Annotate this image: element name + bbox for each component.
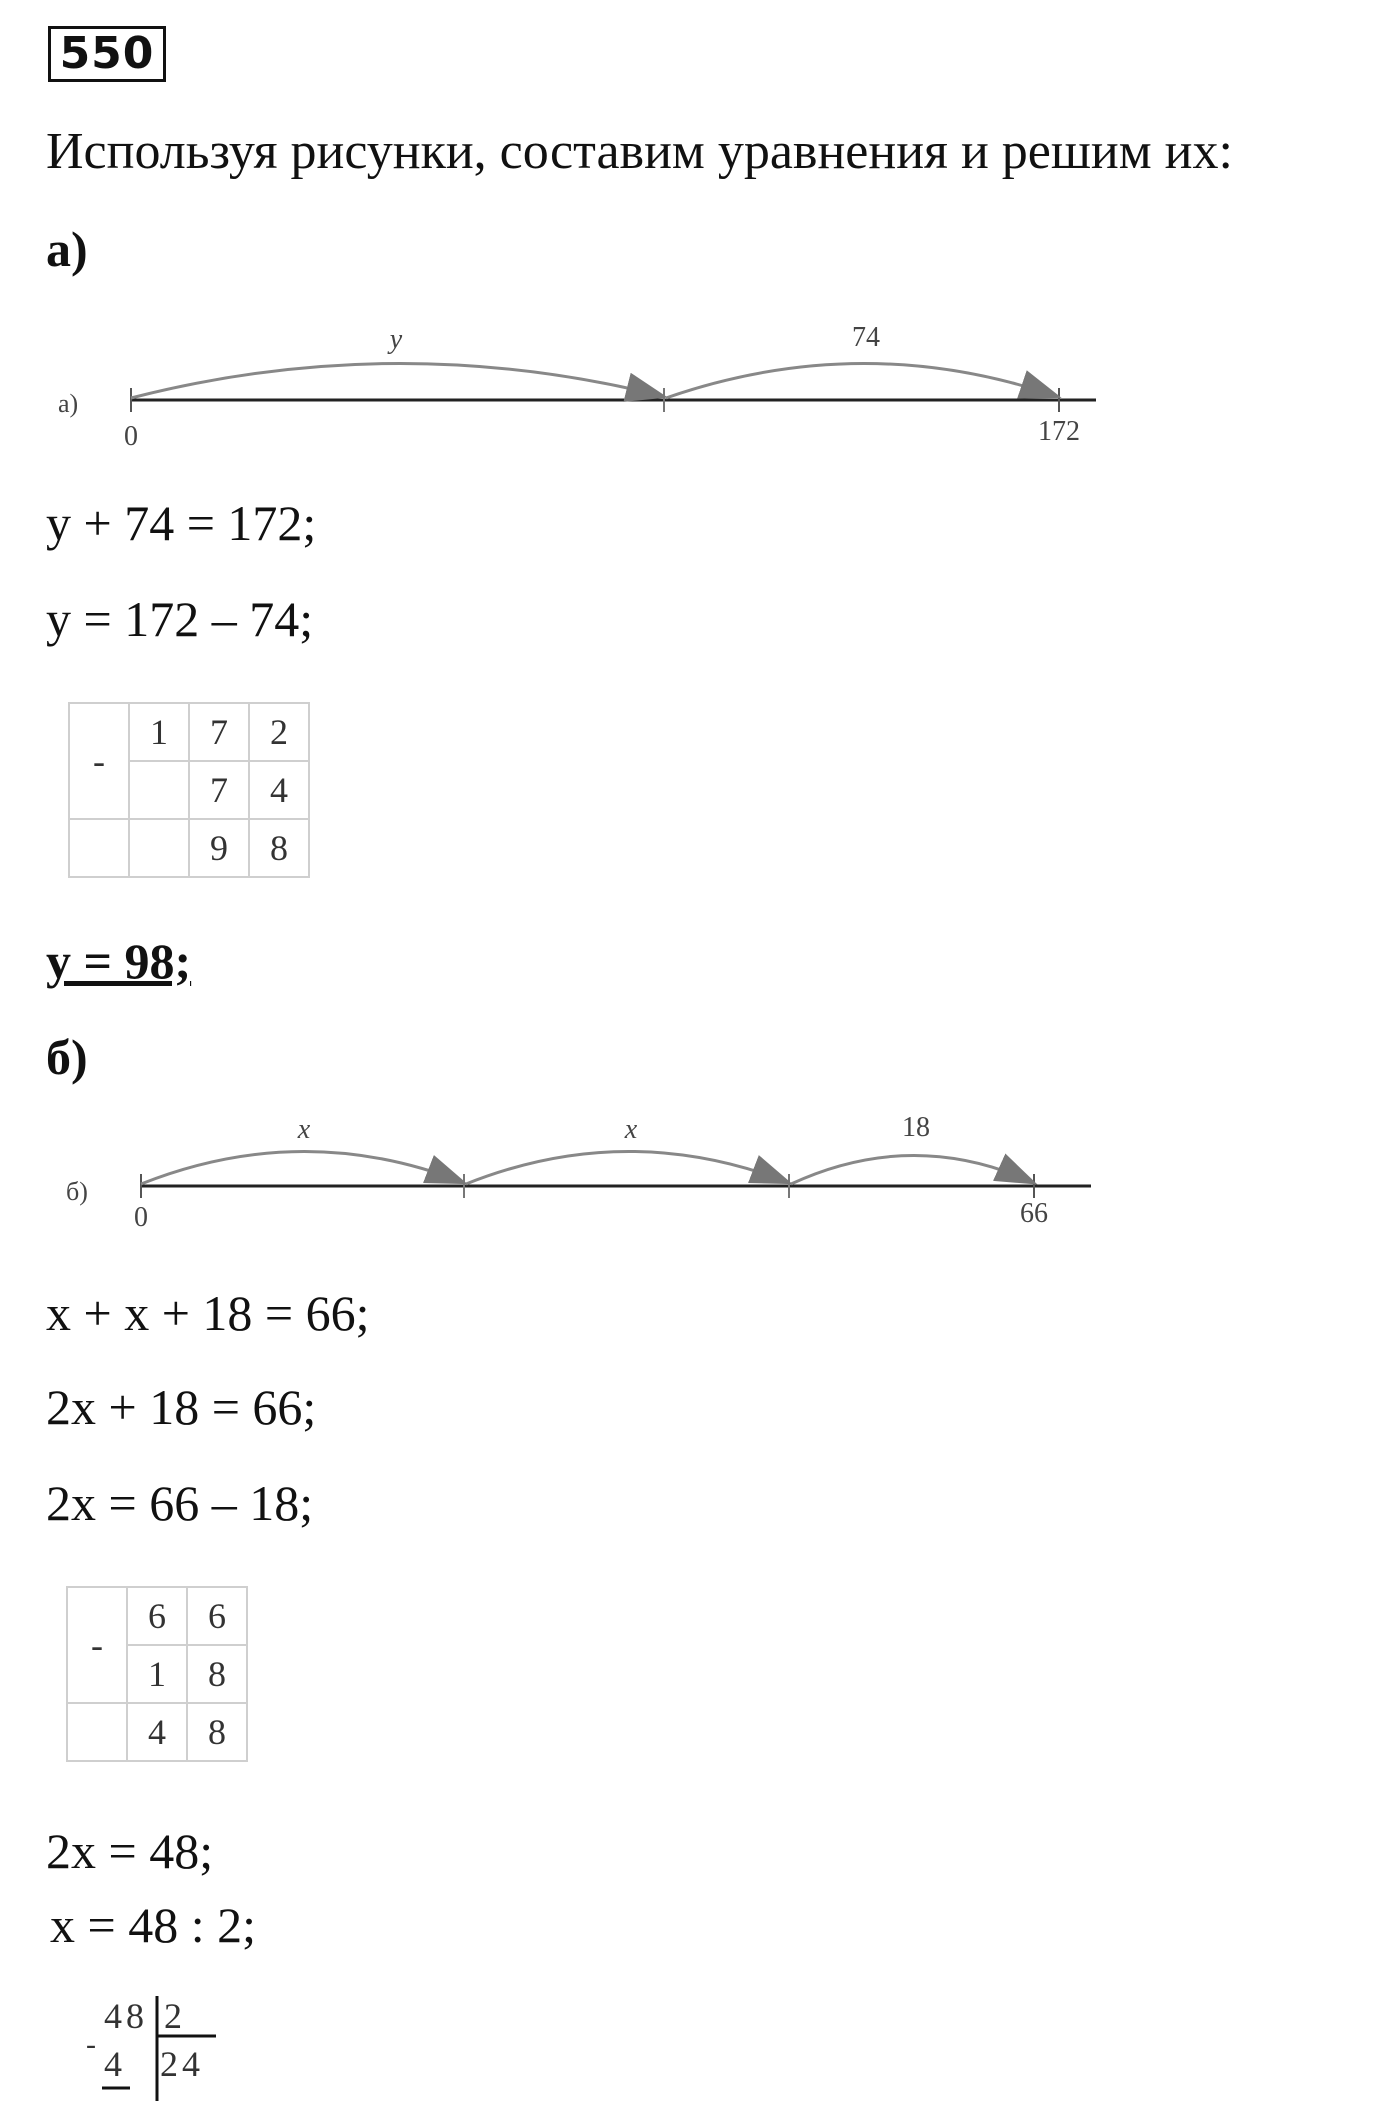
digit: 7 — [189, 761, 249, 819]
number-line-b — [46, 1100, 1136, 1250]
arc-y-label: y — [389, 324, 403, 355]
subtraction-table-a — [68, 702, 310, 878]
arc-74 — [666, 363, 1056, 398]
equation-a-2: y = 172 – 74; — [46, 591, 314, 647]
label-start: 0 — [134, 1202, 148, 1233]
digit: 2 — [249, 703, 309, 761]
empty-cell — [69, 819, 129, 877]
answer-a: y = 98; — [46, 933, 192, 989]
arc-x-1 — [141, 1151, 462, 1184]
label-end: 66 — [1020, 1198, 1048, 1229]
digit: 7 — [189, 703, 249, 761]
label-end: 172 — [1038, 416, 1080, 447]
empty-cell — [67, 1703, 127, 1761]
equation-b-2: 2x + 18 = 66; — [46, 1379, 317, 1435]
equation-b-3: 2x = 66 – 18; — [46, 1475, 314, 1531]
digit — [129, 761, 189, 819]
equation-b-1: x + x + 18 = 66; — [46, 1285, 370, 1341]
dividend: 48 — [104, 1996, 148, 2036]
label-start: 0 — [124, 421, 138, 452]
digit: 6 — [187, 1587, 247, 1645]
quotient: 24 — [160, 2044, 204, 2084]
divisor: 2 — [164, 1996, 182, 2036]
arc-x-2 — [466, 1151, 787, 1184]
number-line-a — [46, 300, 1136, 460]
arc-18 — [791, 1155, 1032, 1184]
equation-a-1: y + 74 = 172; — [46, 495, 317, 551]
digit: 8 — [187, 1645, 247, 1703]
problem-number: 550 — [48, 26, 166, 82]
arc-x-1-label: x — [297, 1114, 311, 1145]
digit: 4 — [127, 1703, 187, 1761]
long-division — [80, 1990, 240, 2101]
arc-18-label: 18 — [902, 1112, 930, 1143]
equation-b-4: 2x = 48; — [46, 1823, 214, 1879]
equation-b-5: x = 48 : 2; — [50, 1897, 256, 1953]
digit: 1 — [127, 1645, 187, 1703]
digit: 4 — [249, 761, 309, 819]
digit: 8 — [187, 1703, 247, 1761]
arc-74-label: 74 — [852, 322, 880, 353]
problem-intro: Используя рисунки, составим уравнения и решим их: — [46, 123, 1233, 180]
digit: 9 — [189, 819, 249, 877]
part-a-label: а) — [46, 221, 88, 277]
digit: 8 — [249, 819, 309, 877]
digit: 1 — [129, 703, 189, 761]
figure-a-tag: а) — [58, 389, 79, 418]
figure-b-tag: б) — [66, 1177, 88, 1206]
minus-sign: - — [67, 1587, 127, 1703]
minus-sign: - — [69, 703, 129, 819]
subtraction-table-b — [66, 1586, 248, 1762]
division-minus: - — [86, 2028, 96, 2061]
arc-x-2-label: x — [624, 1114, 638, 1145]
arc-y — [131, 363, 662, 398]
subtrahend: 4 — [104, 2044, 122, 2084]
digit: 6 — [127, 1587, 187, 1645]
part-b-label: б) — [46, 1029, 88, 1085]
digit — [129, 819, 189, 877]
